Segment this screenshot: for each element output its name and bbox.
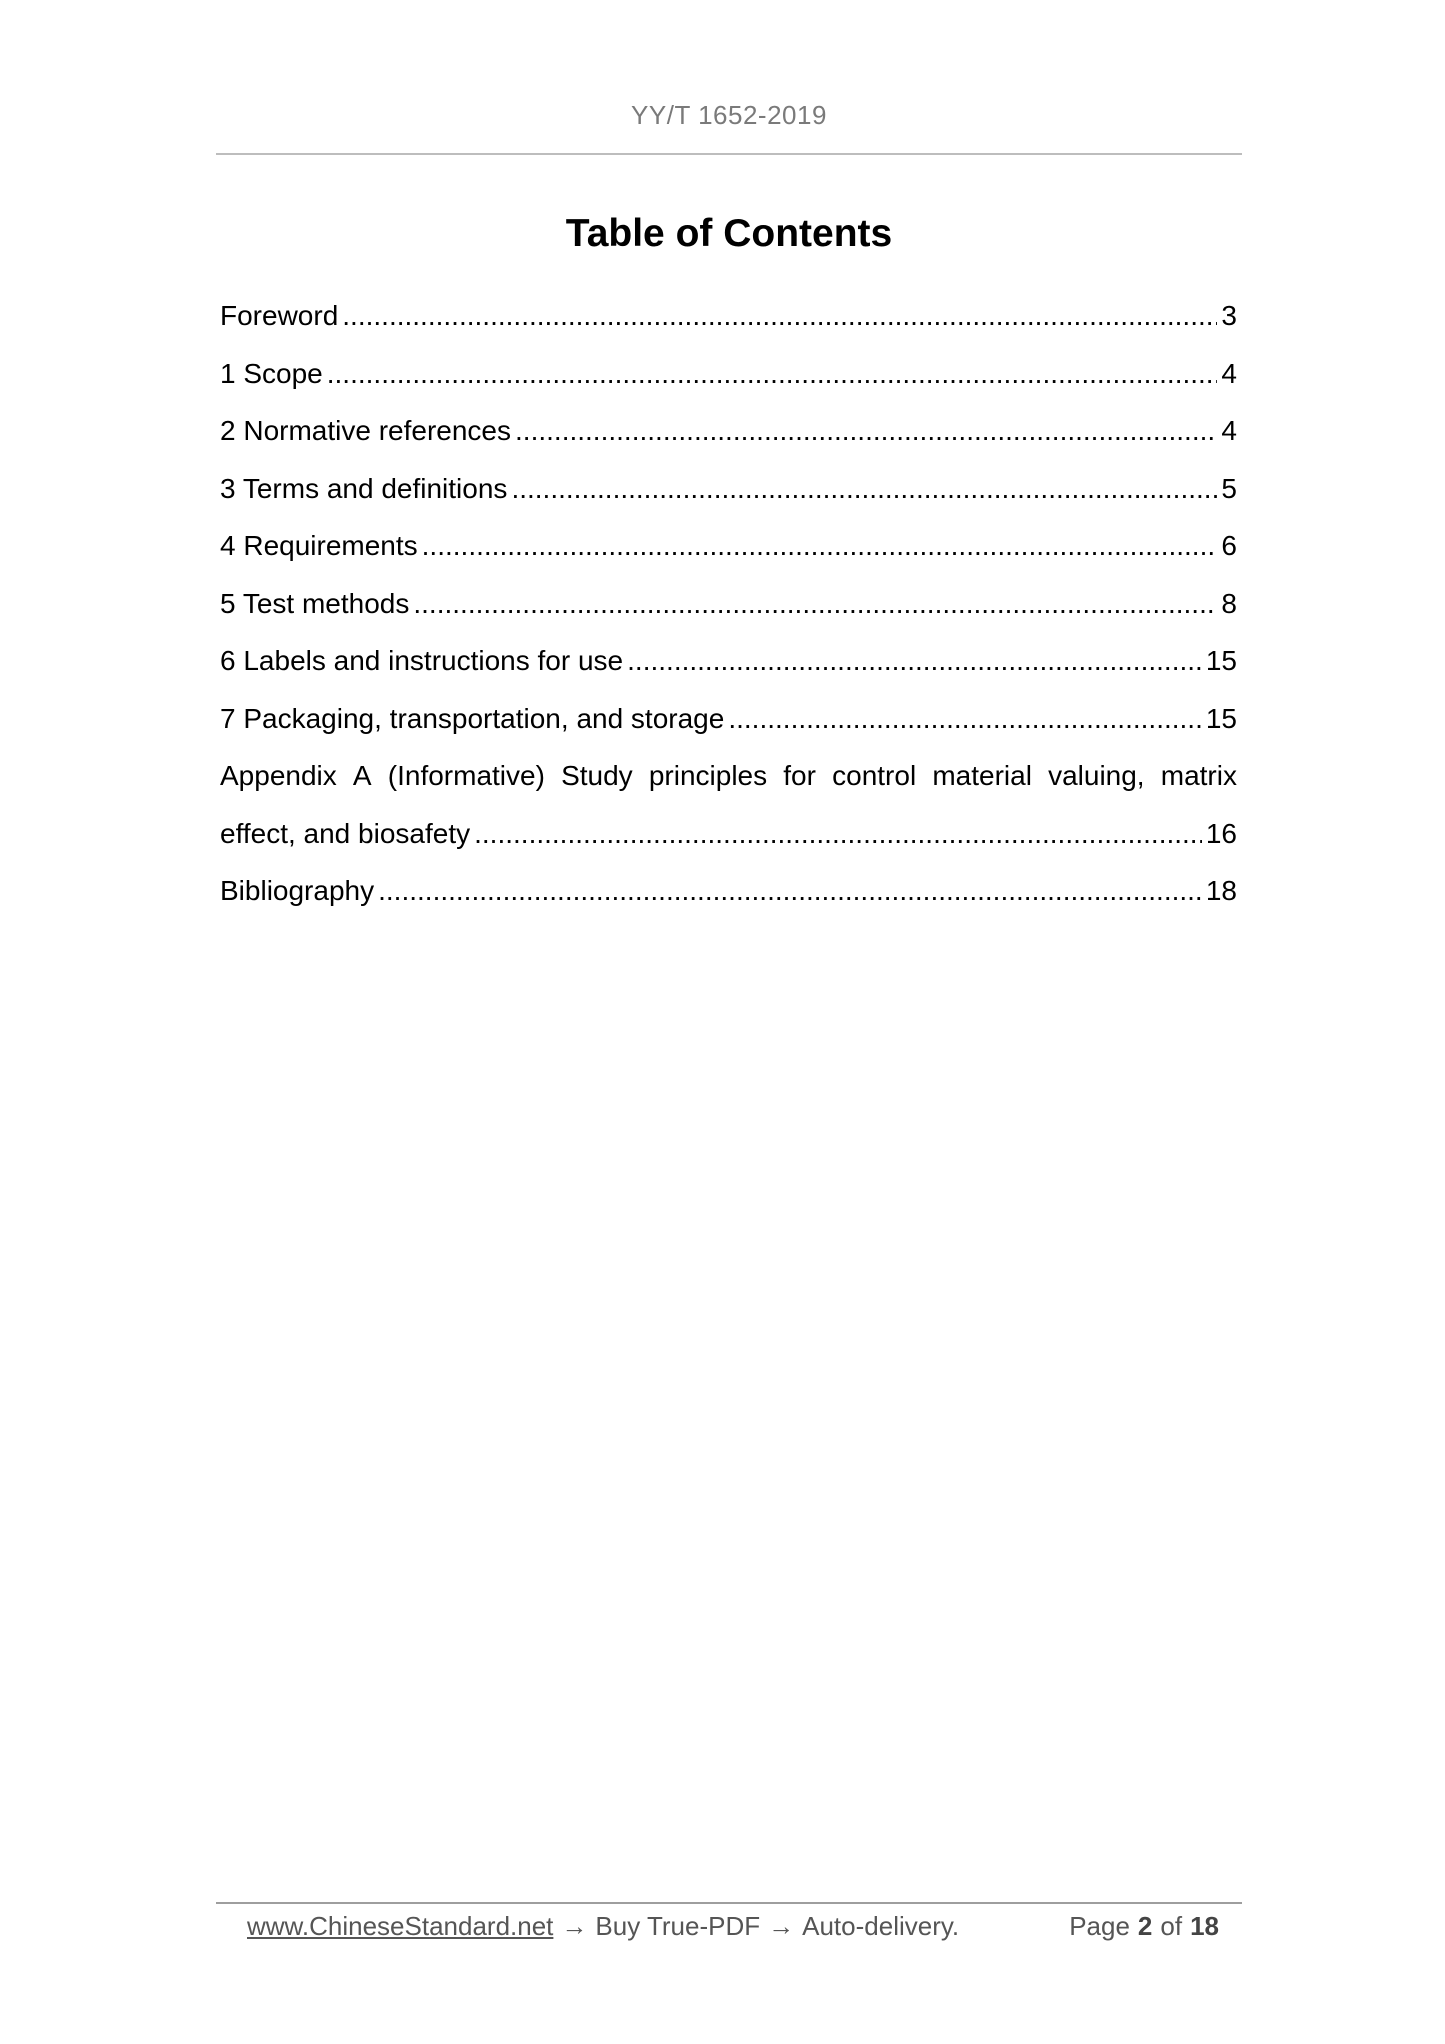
toc-leader-dots	[422, 530, 1218, 562]
footer-delivery-text: Auto-delivery.	[802, 1911, 960, 1941]
toc-entry-appendix-line1[interactable]	[220, 760, 1237, 818]
toc-leader-dots	[627, 645, 1202, 677]
toc-entry-foreword[interactable]	[220, 300, 1237, 358]
header-divider	[216, 153, 1242, 155]
appendix-word: material	[932, 760, 1032, 791]
toc-entry-label: 2 Normative references	[220, 415, 512, 446]
table-of-contents	[220, 300, 1237, 933]
toc-leader-dots	[378, 875, 1202, 907]
page-number	[1069, 1911, 1227, 1942]
toc-entry-scope[interactable]	[220, 358, 1237, 416]
toc-entry-page: 3	[1221, 300, 1237, 331]
toc-entry-page: 16	[1205, 817, 1237, 849]
toc-entry-page: 18	[1205, 875, 1237, 906]
page-current: 2	[1137, 1911, 1153, 1941]
appendix-word: matrix	[1160, 760, 1237, 791]
toc-entry-page: 4	[1221, 357, 1237, 389]
toc-entry-label: 7 Packaging, transportation, and storage	[220, 702, 725, 734]
page-word: Page	[1069, 1911, 1130, 1941]
toc-leader-dots	[342, 300, 1217, 332]
of-word: of	[1160, 1911, 1183, 1941]
toc-leader-dots	[474, 818, 1202, 850]
toc-entry-label: Foreword	[220, 300, 339, 331]
footer-divider	[216, 1902, 1242, 1904]
website-link[interactable]: www.ChineseStandard.net	[247, 1911, 554, 1941]
running-header: YY/T 1652-2019	[631, 100, 827, 130]
toc-leader-dots	[728, 703, 1202, 735]
toc-entry-test-methods[interactable]	[220, 588, 1237, 646]
toc-entry-page: 8	[1221, 587, 1237, 619]
arrow-right-icon: →	[768, 1911, 795, 1941]
toc-entry-page: 5	[1221, 472, 1237, 504]
toc-entry-requirements[interactable]	[220, 530, 1237, 588]
toc-entry-label: effect, and biosafety	[220, 817, 471, 849]
appendix-word: (Informative)	[387, 760, 545, 791]
toc-entry-label: 1 Scope	[220, 357, 323, 389]
toc-entry-label: 4 Requirements	[220, 530, 418, 561]
toc-entry-page: 4	[1221, 415, 1237, 446]
toc-entry-label: 3 Terms and definitions	[220, 472, 508, 504]
toc-entry-labels-and-instructions[interactable]	[220, 645, 1237, 703]
arrow-right-icon: →	[561, 1911, 588, 1941]
toc-leader-dots	[413, 588, 1217, 620]
appendix-word: valuing,	[1048, 760, 1145, 791]
toc-entry-terms-and-definitions[interactable]	[220, 473, 1237, 531]
toc-entry-bibliography[interactable]	[220, 875, 1237, 933]
appendix-word: Appendix	[220, 760, 337, 791]
toc-title: Table of Contents	[565, 212, 893, 255]
toc-leader-dots	[515, 415, 1217, 447]
toc-leader-dots	[511, 473, 1217, 505]
appendix-word: Study	[561, 760, 633, 791]
toc-entry-normative-references[interactable]	[220, 415, 1237, 473]
toc-entry-page: 6	[1221, 530, 1237, 561]
toc-entry-label: 6 Labels and instructions for use	[220, 645, 624, 676]
toc-entry-page: 15	[1205, 702, 1237, 734]
appendix-word: for	[783, 760, 816, 791]
toc-entry-page: 15	[1205, 645, 1237, 676]
footer-buy-text: Buy True-PDF	[595, 1911, 761, 1941]
toc-entry-label: Bibliography	[220, 875, 375, 906]
toc-leader-dots	[327, 358, 1218, 390]
toc-entry-appendix-line2[interactable]	[220, 818, 1237, 876]
appendix-word: control	[832, 760, 917, 791]
toc-entry-packaging[interactable]	[220, 703, 1237, 761]
appendix-word: principles	[648, 760, 768, 791]
page-footer	[247, 1911, 1227, 1942]
page-total: 18	[1190, 1911, 1219, 1941]
toc-entry-label: 5 Test methods	[220, 587, 410, 619]
appendix-word: A	[352, 760, 372, 791]
footer-promo	[247, 1911, 959, 1942]
